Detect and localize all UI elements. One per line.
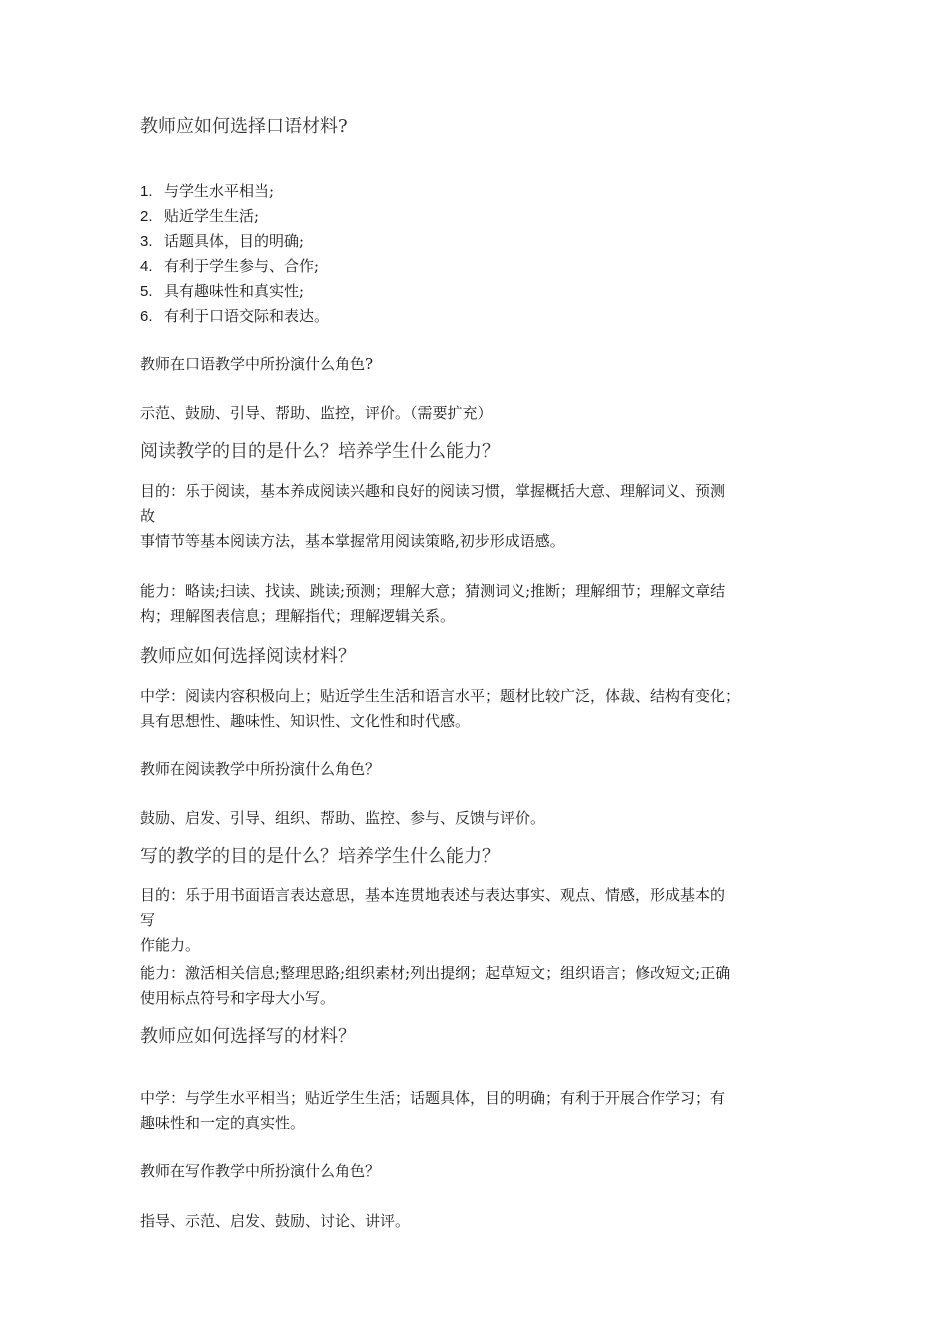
writing-goal-line: 目的：乐于用书面语言表达意思，基本连贯地表述与表达事实、观点、情感，形成基本的 bbox=[140, 886, 726, 904]
list-item bbox=[140, 184, 274, 199]
list-text: 与学生水平相当; bbox=[164, 182, 275, 200]
list-number: 4. bbox=[140, 258, 153, 275]
question-oral-role: 教师在口语教学中所扮演什么角色? bbox=[140, 355, 374, 373]
list-text: 贴近学生生活; bbox=[164, 207, 260, 225]
reading-goal-line: 故 bbox=[140, 507, 156, 525]
reading-goal-line: 事情节等基本阅读方法，基本掌握常用阅读策略,初步形成语感。 bbox=[140, 532, 565, 550]
writing-ability-line: 能力：激活相关信息;整理思路;组织素材;列出提纲；起草短文；组织语言；修改短文;正确 bbox=[140, 964, 731, 982]
list-text: 话题具体，目的明确; bbox=[164, 232, 305, 250]
reading-ability-line: 构；理解图表信息；理解指代；理解逻辑关系。 bbox=[140, 607, 456, 625]
reading-material-line: 中学：阅读内容积极向上；贴近学生生活和语言水平；题材比较广泛，体裁、结构有变化； bbox=[140, 687, 741, 705]
list-item bbox=[140, 284, 304, 299]
writing-material-line: 中学：与学生水平相当；贴近学生生活；话题具体，目的明确；有利于开展合作学习；有 bbox=[140, 1089, 726, 1107]
list-number: 6. bbox=[140, 308, 153, 325]
heading-writing-material: 教师应如何选择写的材料？ bbox=[140, 1026, 356, 1047]
list-item bbox=[140, 209, 259, 224]
list-number: 3. bbox=[140, 233, 153, 250]
list-number: 2. bbox=[140, 208, 153, 225]
reading-ability-line: 能力：略读;扫读、找读、跳读;预测；理解大意；猜测词义;推断；理解细节；理解文章结 bbox=[140, 582, 726, 600]
list-text: 具有趣味性和真实性; bbox=[164, 282, 305, 300]
answer-oral-role: 示范、鼓励、引导、帮助、监控，评价。（需要扩充） bbox=[140, 404, 493, 422]
heading-reading-material: 教师应如何选择阅读材料？ bbox=[140, 646, 356, 667]
heading-writing-goal: 写的教学的目的是什么？培养学生什么能力？ bbox=[140, 846, 500, 867]
heading-oral-material: 教师应如何选择口语材料? bbox=[140, 116, 348, 137]
list-item bbox=[140, 309, 329, 324]
heading-reading-goal: 阅读教学的目的是什么？培养学生什么能力？ bbox=[140, 441, 500, 462]
question-writing-role: 教师在写作教学中所扮演什么角色？ bbox=[140, 1162, 381, 1180]
list-item bbox=[140, 259, 319, 274]
writing-material-line: 趣味性和一定的真实性。 bbox=[140, 1114, 306, 1132]
list-number: 1. bbox=[140, 183, 153, 200]
answer-writing-role: 指导、示范、启发、鼓励、讨论、讲评。 bbox=[140, 1212, 411, 1230]
list-number: 5. bbox=[140, 283, 153, 300]
reading-material-line: 具有思想性、趣味性、知识性、文化性和时代感。 bbox=[140, 712, 471, 730]
writing-ability-line: 使用标点符号和字母大小写。 bbox=[140, 989, 336, 1007]
list-text: 有利于口语交际和表达。 bbox=[164, 307, 330, 325]
list-text: 有利于学生参与、合作; bbox=[164, 257, 320, 275]
question-reading-role: 教师在阅读教学中所扮演什么角色？ bbox=[140, 760, 381, 778]
writing-goal-line: 作能力。 bbox=[140, 936, 201, 954]
writing-goal-line: 写 bbox=[140, 911, 156, 929]
answer-reading-role: 鼓励、启发、引导、组织、帮助、监控、参与、反馈与评价。 bbox=[140, 809, 546, 827]
reading-goal-line: 目的：乐于阅读，基本养成阅读兴趣和良好的阅读习惯，掌握概括大意、理解词义、预测 bbox=[140, 482, 726, 500]
list-item bbox=[140, 234, 304, 249]
